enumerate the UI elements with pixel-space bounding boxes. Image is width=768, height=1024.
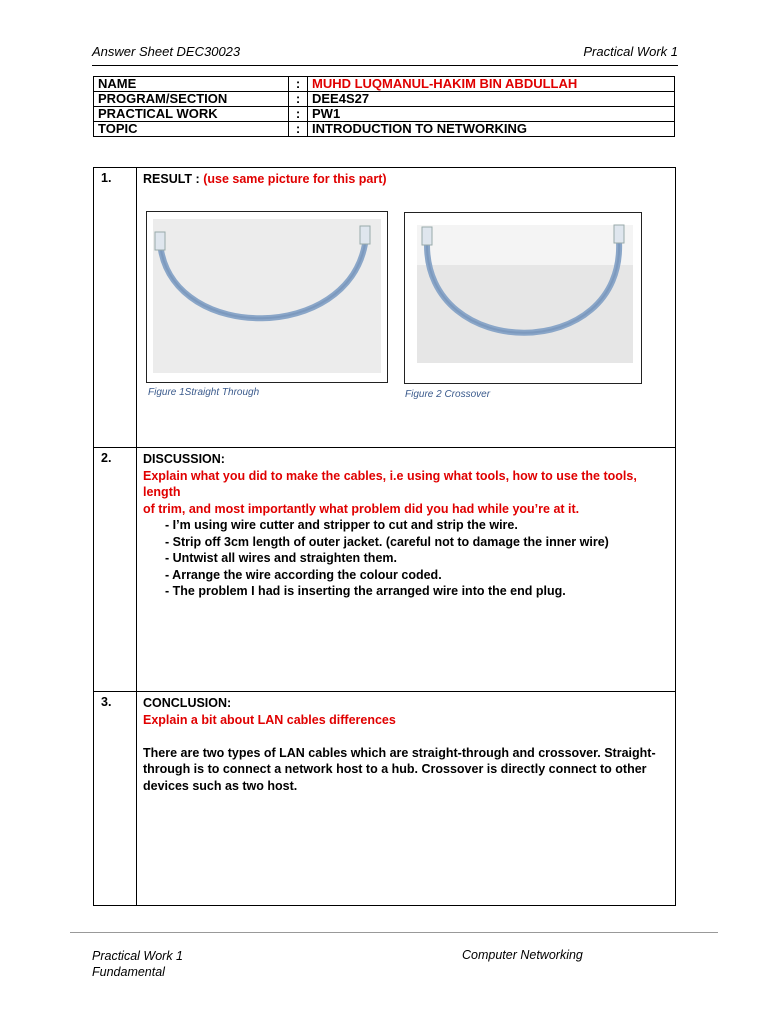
figure-2-photo	[404, 212, 642, 384]
info-value-name: MUHD LUQMANUL-HAKIM BIN ABDULLAH	[308, 77, 675, 92]
conclusion-row	[94, 692, 676, 906]
info-row-name	[94, 77, 675, 92]
discussion-item: - Untwist all wires and straighten them.	[165, 551, 397, 565]
footer-right: Computer Networking	[462, 948, 583, 962]
discussion-cell	[137, 448, 676, 692]
result-title: RESULT :	[143, 172, 204, 186]
header-doc-title: Answer Sheet DEC30023	[92, 44, 241, 59]
footer-left	[92, 948, 183, 980]
discussion-prompt-line-2: of trim, and most importantly what problem did you had while you’re at it.	[143, 501, 580, 516]
student-info-table	[93, 76, 675, 137]
info-separator: :	[289, 107, 308, 122]
info-row-topic	[94, 122, 675, 137]
info-label: TOPIC	[94, 122, 289, 137]
info-separator: :	[289, 92, 308, 107]
cable-crossover-image	[405, 213, 641, 383]
conclusion-text-line-2: through is to connect a network host to a hub. Crossover is directly connect to other	[143, 762, 647, 776]
discussion-number: 2.	[94, 448, 137, 692]
info-value-practical: PW1	[308, 107, 675, 122]
header-divider	[92, 65, 678, 66]
footer-divider	[70, 932, 718, 933]
figure-1-caption: Figure 1Straight Through	[148, 387, 260, 398]
footer-left-line-2: Fundamental	[92, 965, 165, 979]
info-label: NAME	[94, 77, 289, 92]
discussion-row	[94, 448, 676, 692]
discussion-prompt-line-1: Explain what you did to make the cables, i.e using what tools, how to use the tools, length	[143, 468, 637, 499]
result-note: (use same picture for this part)	[203, 172, 387, 186]
header-practical-label: Practical Work 1	[583, 44, 678, 59]
discussion-title: DISCUSSION:	[143, 452, 225, 466]
info-value-topic: INTRODUCTION TO NETWORKING	[308, 122, 675, 137]
info-label: PRACTICAL WORK	[94, 107, 289, 122]
conclusion-prompt: Explain a bit about LAN cables differences	[143, 712, 396, 727]
info-separator: :	[289, 122, 308, 137]
cable-straight-through-image	[147, 212, 387, 382]
info-separator: :	[289, 77, 308, 92]
discussion-item: - I’m using wire cutter and stripper to cut and strip the wire.	[165, 518, 518, 532]
figure-1-photo	[146, 211, 388, 383]
conclusion-text-line-3: devices such as two host.	[143, 778, 298, 793]
discussion-item: - The problem I had is inserting the arranged wire into the end plug.	[165, 584, 566, 598]
info-row-practical	[94, 107, 675, 122]
conclusion-cell	[137, 692, 676, 906]
conclusion-title: CONCLUSION:	[143, 696, 232, 710]
conclusion-number: 3.	[94, 692, 137, 906]
info-label: PROGRAM/SECTION	[94, 92, 289, 107]
discussion-item: - Arrange the wire according the colour coded.	[165, 567, 442, 582]
conclusion-text-line-1: There are two types of LAN cables which are straight-through and crossover. Straight-	[143, 745, 656, 760]
info-row-program	[94, 92, 675, 107]
info-value-program: DEE4S27	[308, 92, 675, 107]
footer-left-line-1: Practical Work 1	[92, 949, 183, 963]
discussion-item: - Strip off 3cm length of outer jacket. (careful not to damage the inner wire)	[165, 534, 609, 549]
figure-2-caption: Figure 2 Crossover	[405, 389, 491, 400]
result-number: 1.	[94, 168, 137, 448]
